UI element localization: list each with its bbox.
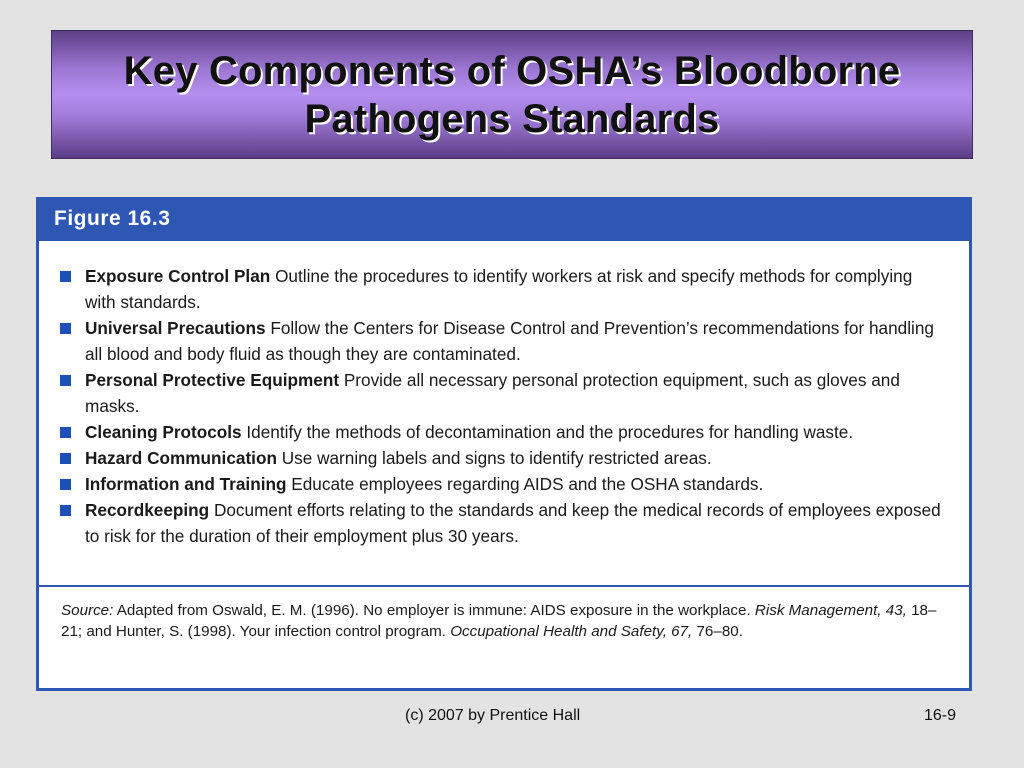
list-item-recordkeeping <box>39 497 945 549</box>
square-bullet-icon <box>60 375 71 386</box>
source-journal-1: Risk Management, 43, <box>754 602 907 619</box>
source-text-part-2: 18–21; and Hunter, S. (1998). Your infection control program. <box>61 602 937 640</box>
source-label: Source: <box>61 602 114 619</box>
item-description: Educate employees regarding AIDS and the OSHA standards. <box>291 474 764 494</box>
item-heading: Recordkeeping <box>85 500 210 520</box>
component-list <box>39 263 945 549</box>
item-heading: Exposure Control Plan <box>85 266 271 286</box>
item-heading: Cleaning Protocols <box>85 422 242 442</box>
square-bullet-icon <box>60 505 71 516</box>
footer-copyright: (c) 2007 by Prentice Hall <box>405 707 581 724</box>
slide-title-line-1: Key Components of OSHA’s Bloodborne <box>123 48 901 93</box>
source-divider <box>39 585 969 587</box>
square-bullet-icon <box>60 323 71 334</box>
item-heading: Information and Training <box>85 474 287 494</box>
item-description: Provide all necessary personal protection equipment, such as gloves and masks. <box>85 370 900 416</box>
source-text-part-1: Adapted from Oswald, E. M. (1996). No employer is immune: AIDS exposure in the workplace. <box>116 602 751 619</box>
item-heading: Personal Protective Equipment <box>85 370 340 390</box>
item-description: Use warning labels and signs to identify restricted areas. <box>281 448 712 468</box>
figure-label: Figure 16.3 <box>54 207 171 230</box>
square-bullet-icon <box>60 427 71 438</box>
slide-title-banner <box>51 30 973 159</box>
source-citation <box>61 600 941 642</box>
list-item-information-and-training <box>39 471 945 497</box>
item-description: Follow the Centers for Disease Control and Prevention’s recommendations for handling all blood and body fluid as though they are contaminated. <box>85 318 934 364</box>
slide-title <box>104 47 921 143</box>
figure-body <box>39 241 969 688</box>
square-bullet-icon <box>60 271 71 282</box>
item-description: Outline the procedures to identify workers at risk and specify methods for complying with standards. <box>85 266 913 312</box>
source-text-part-3: 76–80. <box>696 623 743 640</box>
item-description: Identify the methods of decontamination and the procedures for handling waste. <box>246 422 854 442</box>
list-item-exposure-control-plan <box>39 263 945 315</box>
list-item-universal-precautions <box>39 315 945 367</box>
source-journal-2: Occupational Health and Safety, 67, <box>450 623 693 640</box>
slide-title-line-2: Pathogens Standards <box>304 96 720 141</box>
item-description: Document efforts relating to the standards and keep the medical records of employees exposed to risk for the duration of their employment plus 30 years. <box>85 500 941 546</box>
figure-panel <box>36 197 972 691</box>
figure-header <box>36 197 972 241</box>
square-bullet-icon <box>60 479 71 490</box>
list-item-cleaning-protocols <box>39 419 945 445</box>
list-item-hazard-communication <box>39 445 945 471</box>
item-heading: Hazard Communication <box>85 448 277 468</box>
slide-number: 16-9 <box>924 707 957 724</box>
square-bullet-icon <box>60 453 71 464</box>
item-heading: Universal Precautions <box>85 318 266 338</box>
list-item-personal-protective-equipment <box>39 367 945 419</box>
